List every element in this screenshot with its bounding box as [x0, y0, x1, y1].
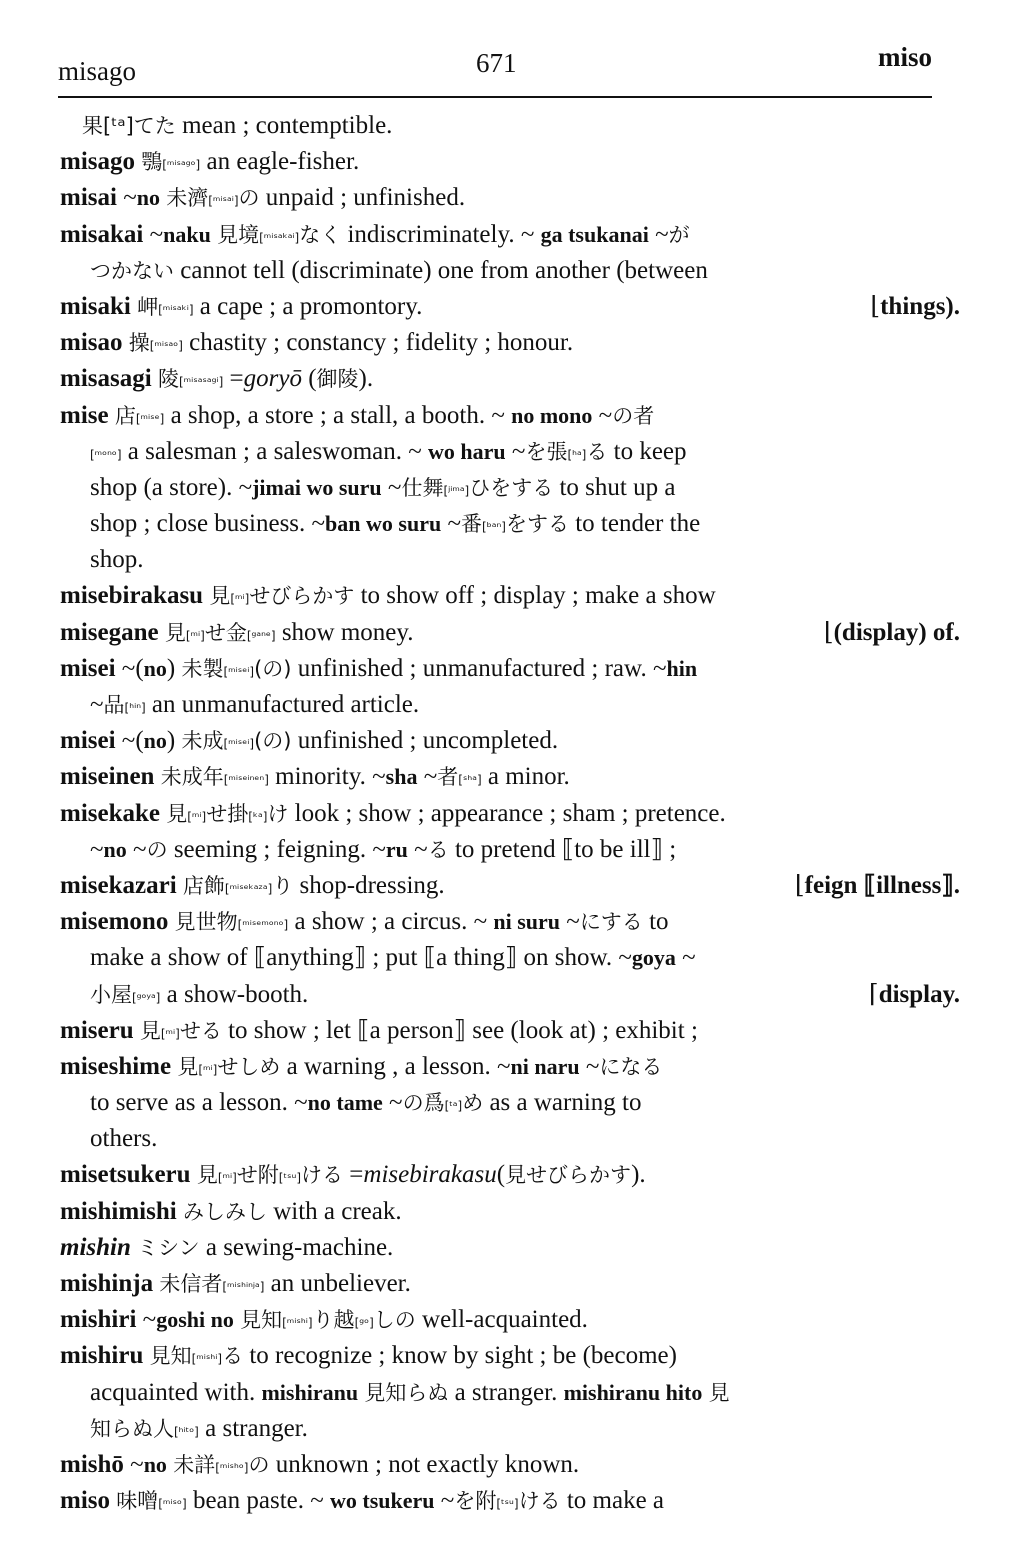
furigana-reading: [ᵏᵃ]: [248, 809, 268, 824]
entry-line: [60, 723, 960, 759]
definition-text: a stranger.: [198, 1414, 308, 1442]
furigana-reading: [ᵗˢᵘ]: [496, 1497, 519, 1512]
japanese-text: つかない: [90, 258, 174, 283]
japanese-text: 未製: [181, 656, 224, 681]
guide-word-left: misago: [58, 56, 136, 86]
definition-text: ~: [560, 908, 580, 936]
romaji-phrase: ban wo suru: [325, 511, 442, 537]
japanese-text: 見: [164, 620, 186, 645]
romaji-phrase: mishiranu: [261, 1379, 359, 1405]
japanese-text: しの: [373, 1308, 416, 1333]
definition-text: ~: [136, 1306, 157, 1334]
furigana-reading: [ᵐⁱˢᵉⁱ]: [223, 664, 255, 679]
definition-text: show money.: [275, 618, 414, 646]
japanese-text: の爲: [402, 1091, 445, 1116]
japanese-text: 見: [209, 584, 231, 609]
entry-continuation-line: [60, 253, 960, 289]
definition-text: a stranger.: [448, 1378, 564, 1406]
definition-text: ~: [505, 437, 526, 465]
entry-line: [60, 1266, 960, 1302]
definition-text: =: [343, 1161, 364, 1189]
japanese-text: け: [267, 801, 289, 826]
definition-text: chastity ; constancy ; fidelity ; honour.: [182, 329, 574, 357]
entry-continuation-line: [60, 940, 960, 976]
definition-text: with a creak.: [266, 1197, 402, 1225]
cross-reference: misebirakasu: [363, 1161, 497, 1189]
overflow-mark: ⌊: [823, 618, 834, 646]
furigana-reading: [ᵐⁱˢʰⁱ]: [191, 1352, 223, 1367]
furigana-reading: [ᵐⁱˢᵒ]: [158, 1497, 187, 1512]
headword: misetsukeru: [60, 1161, 191, 1189]
furigana-reading: [ᵗˢᵘ]: [278, 1171, 302, 1186]
japanese-text: 店飾: [182, 873, 225, 898]
entry-line: [60, 1447, 960, 1483]
japanese-text: ける: [518, 1489, 561, 1514]
furigana-reading: [ᵐⁱˢᵉ]: [135, 411, 165, 426]
definition-text: others.: [90, 1125, 158, 1153]
japanese-text: 仕舞: [401, 475, 444, 500]
definition-text: ~: [90, 691, 104, 718]
definition-text: =: [223, 365, 244, 393]
furigana-reading: [ᵐⁱ]: [160, 1026, 180, 1041]
japanese-text: 見知らぬ: [364, 1380, 449, 1405]
romaji-phrase: goya: [631, 945, 676, 971]
romaji-phrase: no: [143, 728, 167, 754]
entry-line: [60, 1302, 960, 1338]
japanese-text: 岬: [137, 294, 159, 319]
headword: misegane: [60, 618, 159, 646]
definition-text: to: [642, 908, 669, 936]
japanese-text: 見: [177, 1054, 199, 1079]
furigana-reading: [ᵐⁱˢʰⁱ]: [282, 1316, 313, 1331]
romaji-phrase: ru: [385, 836, 408, 862]
romaji-phrase: no: [143, 1451, 167, 1477]
definition-text: to recognize ; know by sight ; be (become): [243, 1342, 677, 1370]
entry-line: [60, 325, 960, 361]
furigana-reading: [ᵐⁱ]: [187, 809, 207, 824]
furigana-reading: [ᵐⁱˢᵃⁱ]: [208, 194, 239, 209]
entry-continuation-line: [60, 542, 960, 578]
headword: misei: [60, 654, 116, 682]
romaji-phrase: jimai wo suru: [252, 474, 382, 500]
dictionary-entries: [60, 108, 960, 1519]
headword: misao: [60, 329, 123, 357]
furigana-reading: [ᵗᵃ]: [444, 1099, 463, 1114]
definition-text: as a warning to: [483, 1089, 642, 1117]
romaji-phrase: no tame: [307, 1090, 383, 1116]
entry-line: [60, 1483, 960, 1519]
romaji-phrase: wo haru: [428, 438, 506, 464]
japanese-text: にする: [579, 910, 643, 935]
romaji-phrase: goshi no: [156, 1307, 234, 1333]
definition-text: ~: [90, 835, 104, 863]
furigana-reading: [ᵐⁱˢʰᵒ]: [215, 1460, 249, 1475]
japanese-text: ひをする: [469, 475, 554, 500]
headword: misemono: [60, 908, 169, 936]
overflow-word: (display) of.: [833, 618, 960, 646]
definition-text: minority. ~: [268, 763, 386, 791]
definition-text: a salesman ; a saleswoman. ~: [121, 437, 429, 465]
definition-text: ~: [579, 1052, 600, 1080]
definition-text: unfinished ; uncompleted.: [291, 727, 559, 755]
japanese-text: 見せびらかす: [505, 1163, 632, 1188]
japanese-text: せ掛: [206, 801, 249, 826]
entry-line: [60, 1338, 960, 1374]
romaji-phrase: sha: [385, 764, 418, 790]
entry-line: [60, 144, 960, 180]
japanese-text: の: [238, 186, 260, 211]
definition-text: make a show of ⟦anything⟧ ; put ⟦a thing⟧ on show. ~: [90, 944, 632, 972]
definition-text: ~: [592, 401, 613, 429]
romaji-phrase: no: [103, 836, 127, 862]
entry-continuation-line: [60, 1375, 960, 1411]
headword: mishinja: [60, 1270, 154, 1297]
japanese-text: 品: [103, 693, 125, 717]
japanese-text: せびらかす: [249, 584, 355, 609]
definition-text: shop ; close business. ~: [90, 510, 326, 538]
romaji-phrase: no mono: [511, 402, 593, 428]
japanese-text: 未成: [181, 729, 224, 754]
definition-text: ~: [382, 1089, 403, 1117]
headword: miseinen: [60, 763, 155, 791]
entry-line: [60, 217, 960, 253]
furigana-reading: [ᵐⁱ]: [230, 592, 250, 607]
furigana-reading: [ˢʰᵃ]: [458, 773, 482, 788]
entry-continuation-line: [60, 434, 960, 470]
headword: mishin: [60, 1233, 131, 1261]
japanese-text: 店: [114, 403, 136, 428]
romaji-phrase: naku: [163, 221, 211, 247]
entry-line: [60, 578, 960, 614]
entry-continuation-line: [60, 977, 960, 1013]
overflow-text: [824, 615, 960, 651]
definition-text: a cape ; a promontory.: [193, 292, 423, 320]
furigana-reading: [ᵍᵒ]: [354, 1316, 374, 1331]
furigana-reading: [ᵐⁱˢᵃᵏⁱ]: [158, 302, 194, 317]
japanese-text: 見: [196, 1163, 218, 1188]
definition-text: seeming ; feigning. ~: [167, 835, 386, 863]
entry-continuation-line: [60, 470, 960, 506]
definition-text: ): [166, 727, 182, 755]
guide-word-right: miso: [878, 42, 932, 72]
definition-text: a sewing-machine.: [199, 1233, 394, 1261]
entry-continuation-line: [60, 1085, 960, 1121]
japanese-text: の: [146, 837, 168, 862]
japanese-text: 鶚: [141, 150, 163, 175]
definition-text: ).: [631, 1161, 646, 1189]
entry-line: [60, 289, 960, 325]
definition-text: ~: [381, 473, 402, 501]
furigana-reading: [ᵐⁱˢᵃˢᵃᵍⁱ]: [178, 375, 224, 390]
definition-text: shop-dressing.: [293, 871, 445, 899]
japanese-text: 見: [166, 801, 188, 826]
furigana-reading: [ᵐᵒⁿᵒ]: [90, 447, 122, 462]
definition-text: indiscriminately. ~: [341, 220, 541, 248]
entry-line: [60, 651, 960, 687]
headword: mishō: [60, 1450, 124, 1478]
headword: misaki: [60, 292, 131, 320]
definition-text: a warning , a lesson. ~: [280, 1052, 511, 1080]
definition-text: bean paste. ~: [186, 1487, 331, 1515]
entry-continuation-line: [60, 1121, 960, 1157]
cross-reference: goryō: [243, 365, 302, 393]
headword: mise: [60, 401, 109, 429]
definition-text: to show ; let ⟦a person⟧ see (look at) ; exhibit ;: [221, 1016, 698, 1044]
headword: misekake: [60, 799, 160, 827]
japanese-text: め: [462, 1091, 484, 1116]
furigana-reading: [ᵐⁱˢᵃᵍᵒ]: [162, 158, 201, 173]
definition-text: to serve as a lesson. ~: [90, 1089, 308, 1117]
furigana-reading: [ᵐⁱ]: [198, 1062, 218, 1077]
definition-text: acquainted with.: [90, 1378, 262, 1406]
japanese-text: る: [586, 439, 608, 464]
definition-text: a show ; a circus. ~: [288, 908, 494, 936]
definition-text: mean ; contemptible.: [175, 112, 393, 139]
japanese-text: を附: [454, 1489, 497, 1514]
japanese-text: 知らぬ人: [90, 1416, 174, 1441]
overflow-mark: ⌈: [868, 980, 879, 1008]
furigana-reading: [ᵇᵃⁿ]: [481, 520, 506, 535]
japanese-text: 陵: [157, 367, 179, 392]
japanese-text: (の): [254, 656, 292, 681]
romaji-phrase: no: [143, 655, 167, 681]
definition-text: ~: [116, 184, 137, 212]
japanese-text: 者: [437, 765, 459, 790]
japanese-text: 見知: [149, 1344, 192, 1369]
furigana-reading: [ᵍᵃⁿᵉ]: [246, 628, 276, 643]
japanese-text: 未成年: [160, 765, 224, 790]
page-header: [58, 42, 932, 98]
definition-text: well-acquainted.: [415, 1306, 588, 1334]
japanese-text: せしめ: [217, 1054, 281, 1079]
japanese-text: せ附: [236, 1163, 279, 1188]
japanese-text: り越: [312, 1308, 355, 1333]
headword: miseru: [60, 1016, 134, 1044]
definition-text: ~: [123, 1450, 144, 1478]
headword: misei: [60, 727, 116, 755]
headword: miseshime: [60, 1052, 172, 1080]
entry-line: [60, 361, 960, 397]
romaji-phrase: wo tsukeru: [330, 1488, 435, 1514]
japanese-text: 見境: [217, 222, 260, 247]
definition-text: to tender the: [568, 510, 701, 538]
headword: misebirakasu: [60, 582, 204, 610]
japanese-text: 未濟: [166, 186, 209, 211]
japanese-text: 見知: [240, 1308, 283, 1333]
japanese-text: る: [427, 837, 449, 862]
japanese-text: 未詳: [173, 1452, 216, 1477]
definition-text: ~: [143, 220, 164, 248]
definition-text: ): [166, 654, 182, 682]
entry-line: [60, 1013, 960, 1049]
furigana-reading: [ᵐⁱˢᵃᵏᵃⁱ]: [259, 230, 300, 245]
definition-text: ~(: [115, 654, 144, 682]
japanese-text: 果[ᵗᵃ]てた: [82, 114, 176, 138]
definition-text: a shop, a store ; a stall, a booth. ~: [164, 401, 512, 429]
definition-text: a minor.: [481, 763, 570, 791]
furigana-reading: [ʲⁱᵐᵃ]: [443, 483, 470, 498]
japanese-text: を張: [525, 439, 568, 464]
japanese-text: なく: [299, 222, 342, 247]
header-rule: [58, 96, 932, 98]
page-number: 671: [476, 48, 517, 78]
entry-line: [60, 904, 960, 940]
japanese-text: ミシン: [137, 1235, 200, 1260]
japanese-text: 味噌: [116, 1489, 159, 1514]
definition-text: an eagle-fisher.: [200, 148, 360, 176]
furigana-reading: [ᵐⁱ]: [185, 628, 205, 643]
definition-text: to pretend ⟦to be ill⟧ ;: [448, 835, 677, 863]
furigana-reading: [ᵍᵒʸᵃ]: [132, 990, 161, 1005]
japanese-text: の者: [612, 403, 655, 428]
japanese-text: せる: [179, 1018, 222, 1043]
definition-text: ~(: [115, 727, 144, 755]
entry-line: [60, 180, 960, 216]
japanese-text: みしみし: [182, 1199, 267, 1224]
definition-text: unknown ; not exactly known.: [269, 1450, 580, 1478]
furigana-reading: [ʰᵃ]: [567, 447, 587, 462]
entry-line: [60, 1194, 960, 1230]
definition-text: cannot tell (discriminate) one from another (between: [174, 256, 708, 284]
definition-text: to keep: [607, 437, 687, 465]
overflow-word: things).: [880, 292, 960, 320]
overflow-mark: ⌊: [794, 871, 805, 899]
definition-text: ~: [407, 835, 428, 863]
overflow-text: [870, 289, 960, 325]
definition-text: an unbeliever.: [264, 1270, 411, 1297]
japanese-text: 御陵: [316, 367, 359, 392]
headword: mishiri: [60, 1306, 137, 1334]
japanese-text: せ金: [204, 620, 247, 645]
furigana-reading: [ᵐⁱ]: [217, 1171, 237, 1186]
definition-text: to show off ; display ; make a show: [354, 582, 716, 610]
furigana-reading: [ᵐⁱˢᵉⁱ]: [223, 737, 255, 752]
entry-line: [60, 868, 960, 904]
overflow-word: display.: [878, 980, 960, 1008]
headword: misai: [60, 184, 117, 212]
entry-line: [60, 759, 960, 795]
japanese-text: をする: [505, 512, 569, 537]
headword: mishiru: [60, 1342, 144, 1370]
entry-continuation-line: [60, 1411, 960, 1447]
definition-text: to shut up a: [553, 473, 676, 501]
entry-line: [60, 615, 960, 651]
furigana-reading: [ᵐⁱˢᵉᵐᵒⁿᵒ]: [237, 918, 289, 933]
definition-text: an unmanufactured article.: [145, 691, 420, 718]
romaji-phrase: ni suru: [493, 909, 561, 935]
overflow-word: feign ⟦illness⟧.: [804, 871, 960, 899]
overflow-text: [795, 868, 960, 904]
furigana-reading: [ʰⁱᵗᵒ]: [174, 1424, 199, 1439]
japanese-text: が: [668, 222, 690, 247]
entry-line: [60, 1157, 960, 1193]
headword: mishimishi: [60, 1197, 177, 1225]
definition-text: unfinished ; unmanufactured ; raw. ~: [291, 654, 667, 682]
japanese-text: 見: [139, 1018, 161, 1043]
japanese-text: 小屋: [90, 982, 132, 1007]
entry-line: [60, 796, 960, 832]
definition-text: ~: [126, 835, 147, 863]
romaji-phrase: hin: [666, 655, 698, 681]
entry-line: [60, 1230, 960, 1266]
headword: misasagi: [60, 365, 152, 393]
definition-text: (: [301, 365, 317, 393]
headword: misakai: [60, 220, 144, 248]
definition-text: ~: [675, 944, 696, 972]
definition-text: shop (a store). ~: [90, 473, 253, 501]
furigana-reading: [ᵐⁱˢᵉᵏᵃᶻᵃ]: [224, 881, 273, 896]
definition-text: look ; show ; appearance ; sham ; pretence.: [288, 799, 726, 827]
romaji-phrase: ga tsukanai: [540, 221, 649, 247]
entry-line: [60, 108, 960, 144]
headword: misekazari: [60, 871, 177, 899]
japanese-text: 操: [128, 331, 150, 356]
romaji-phrase: mishiranu hito: [563, 1379, 703, 1405]
definition-text: a show-booth.: [160, 980, 309, 1008]
furigana-reading: [ʰⁱⁿ]: [124, 701, 146, 715]
japanese-text: 未信者: [159, 1272, 223, 1296]
definition-text: to make a: [560, 1487, 665, 1515]
headword: misago: [60, 148, 135, 176]
overflow-mark: ⌊: [870, 292, 881, 320]
japanese-text: 番: [460, 512, 482, 537]
definition-text: (: [496, 1161, 506, 1189]
romaji-phrase: no: [136, 185, 160, 211]
definition-text: ~: [648, 220, 669, 248]
furigana-reading: [ᵐⁱˢʰⁱⁿʲᵃ]: [222, 1280, 265, 1294]
romaji-phrase: ni naru: [510, 1053, 580, 1079]
furigana-reading: [ᵐⁱˢᵃᵒ]: [149, 339, 183, 354]
entry-line: [60, 398, 960, 434]
entry-continuation-line: [60, 506, 960, 542]
furigana-reading: [ᵐⁱˢᵉⁱⁿᵉⁿ]: [223, 773, 269, 788]
japanese-text: の: [248, 1452, 270, 1477]
japanese-text: (の): [254, 729, 292, 754]
japanese-text: る: [222, 1344, 244, 1369]
definition-text: ~: [434, 1487, 455, 1515]
japanese-text: 見: [708, 1380, 730, 1405]
japanese-text: 見世物: [174, 910, 238, 935]
entry-continuation-line: [60, 687, 960, 723]
entry-continuation-line: [60, 832, 960, 868]
entry-line: [60, 1049, 960, 1085]
definition-text: ).: [358, 365, 374, 393]
headword: miso: [60, 1487, 110, 1515]
definition-text: unpaid ; unfinished.: [259, 184, 466, 212]
definition-text: shop.: [90, 546, 144, 574]
japanese-text: ける: [301, 1163, 344, 1188]
definition-text: ~: [417, 763, 438, 791]
japanese-text: り: [272, 873, 294, 898]
definition-text: ~: [441, 510, 461, 538]
overflow-text: [869, 977, 960, 1013]
japanese-text: になる: [599, 1054, 663, 1079]
